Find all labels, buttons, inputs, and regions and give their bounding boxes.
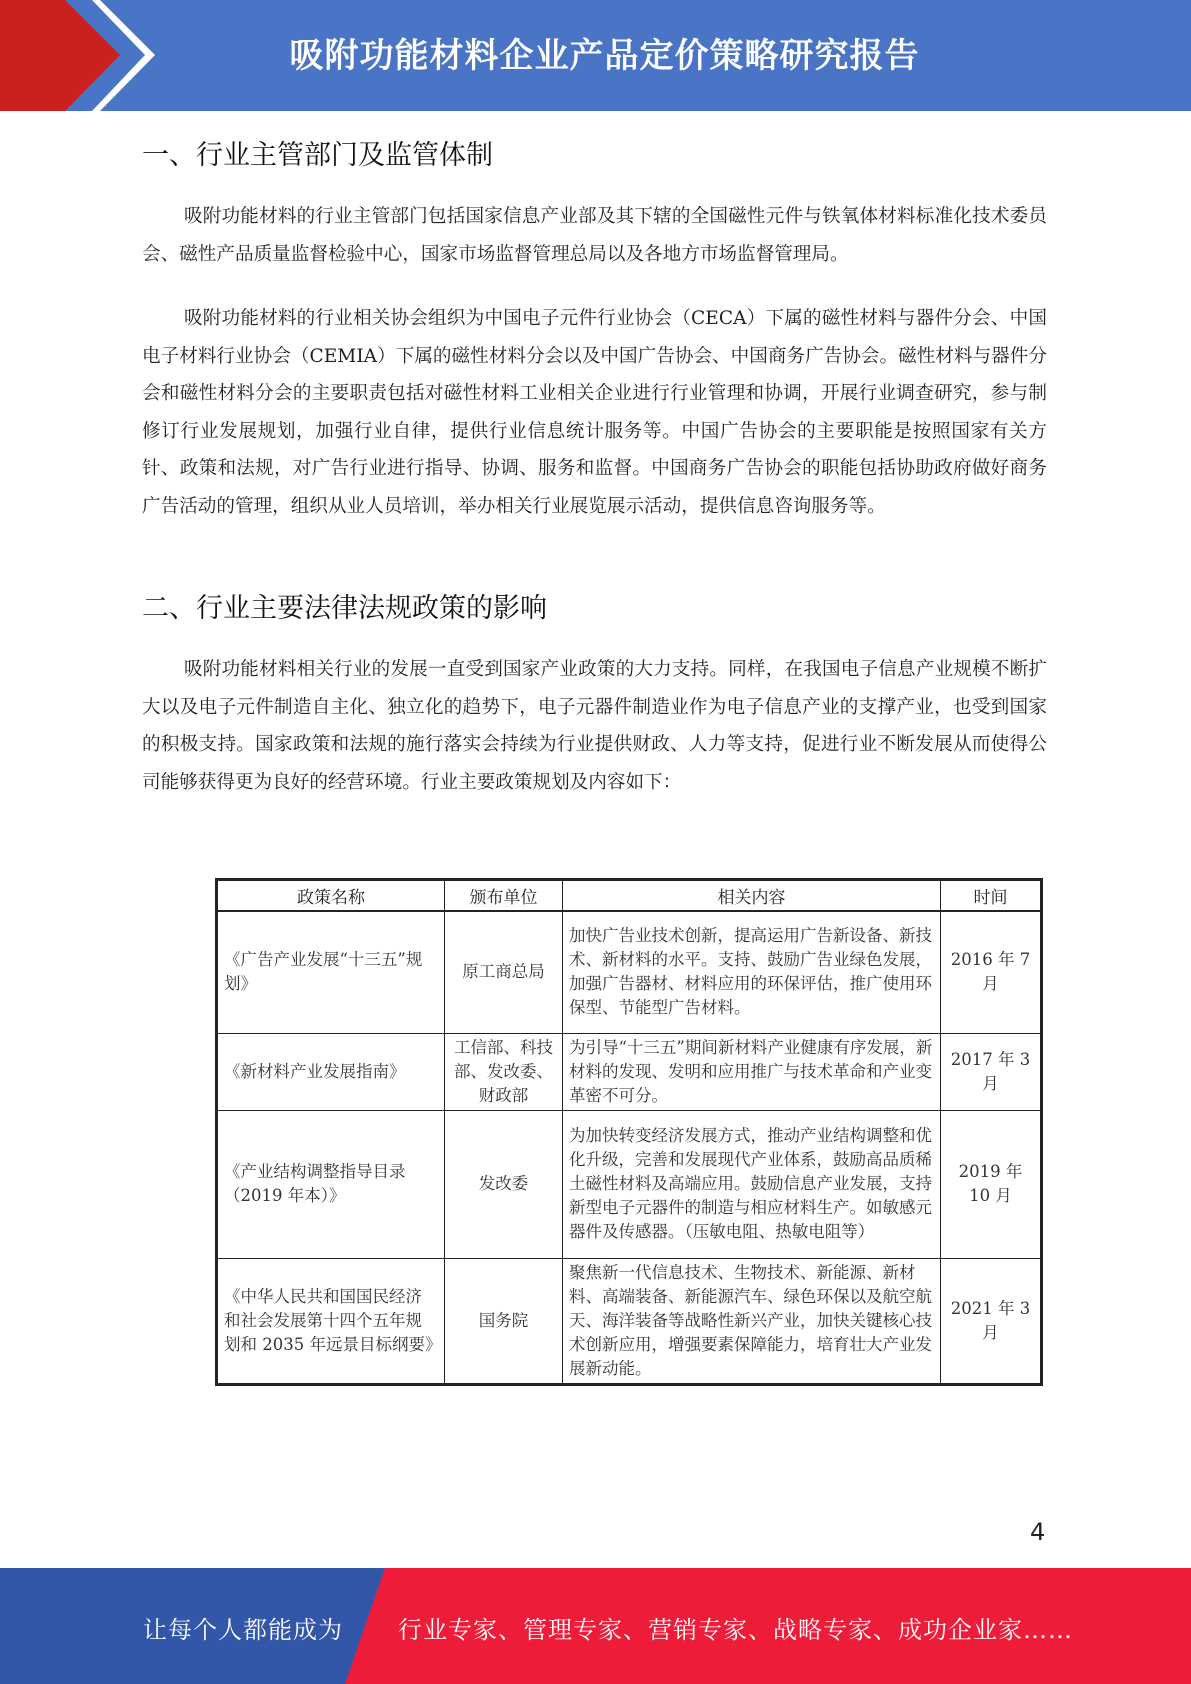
issuer-cell: 发改委	[445, 1110, 563, 1258]
policy-name-cell: 《新材料产业发展指南》	[217, 1033, 445, 1110]
content-cell: 聚焦新一代信息技术、生物技术、新能源、新材料、高端装备、新能源汽车、绿色环保以及航空航天、海洋装备等战略性新兴产业，加快关键核心技术创新应用，增强要素保障能力，培育壮大产业发展新动能。	[563, 1258, 941, 1384]
policy-table	[215, 878, 1043, 1386]
policy-name-cell: 《中华人民共和国国民经济和社会发展第十四个五年规划和 2035 年远景目标纲要》	[217, 1258, 445, 1384]
policy-name-cell: 《广告产业发展“十三五”规划》	[217, 911, 445, 1033]
footer-slogan-left: 让每个人都能成为	[143, 1616, 343, 1644]
content-cell: 为加快转变经济发展方式，推动产业结构调整和优化升级，完善和发展现代产业体系，鼓励高品质稀土磁性材料及高端应用。鼓励信息产业发展，支持新型电子元器件的制造与相应材料生产。如敏感元器件及传感器。（压敏电阻、热敏电阻等）	[563, 1110, 941, 1258]
page-number: 4	[1030, 1518, 1046, 1546]
issuer-cell: 国务院	[445, 1258, 563, 1384]
table-row	[217, 911, 1042, 1033]
table-row	[217, 1258, 1042, 1384]
table-row	[217, 1033, 1042, 1110]
time-cell: 2021 年 3 月	[941, 1258, 1042, 1384]
column-header-policy-name: 政策名称	[217, 880, 445, 912]
paragraph: 吸附功能材料的行业主管部门包括国家信息产业部及其下辖的全国磁性元件与铁氧体材料标准化技术委员会、磁性产品质量监督检验中心，国家市场监督管理总局以及各地方市场监督管理局。	[142, 206, 1047, 265]
column-header-time: 时间	[941, 880, 1042, 912]
table-header-row	[217, 880, 1042, 912]
issuer-cell: 原工商总局	[445, 911, 563, 1033]
time-cell: 2019 年 10 月	[941, 1110, 1042, 1258]
report-header	[0, 0, 1191, 111]
column-header-issuer: 颁布单位	[445, 880, 563, 912]
footer-slogan-right: 行业专家、管理专家、营销专家、战略专家、成功企业家……	[398, 1616, 1073, 1644]
section-heading-regulation: 一、行业主管部门及监管体制	[142, 140, 493, 171]
issuer-cell: 工信部、科技部、发改委、财政部	[445, 1033, 563, 1110]
time-cell: 2017 年 3 月	[941, 1033, 1042, 1110]
report-title: 吸附功能材料企业产品定价策略研究报告	[289, 36, 920, 76]
content-cell: 为引导“十三五”期间新材料产业健康有序发展，新材料的发现、发明和应用推广与技术革命和产业变革密不可分。	[563, 1033, 941, 1110]
paragraph: 吸附功能材料相关行业的发展一直受到国家产业政策的大力支持。同样，在我国电子信息产业规模不断扩大以及电子元件制造自主化、独立化的趋势下，电子元器件制造业作为电子信息产业的支撑产业，也受到国家的积极支持。国家政策和法规的施行落实会持续为行业提供财政、人力等支持，促进行业不断发展从而使得公司能够获得更为良好的经营环境。行业主要政策规划及内容如下：	[142, 659, 1047, 793]
section-heading-policy-impact: 二、行业主要法律法规政策的影响	[142, 593, 547, 624]
time-cell: 2016 年 7 月	[941, 911, 1042, 1033]
report-footer	[0, 1568, 1191, 1684]
content-cell: 加快广告业技术创新，提高运用广告新设备、新技术、新材料的水平。支持、鼓励广告业绿色发展，加强广告器材、材料应用的环保评估，推广使用环保型、节能型广告材料。	[563, 911, 941, 1033]
column-header-content: 相关内容	[563, 880, 941, 912]
paragraph: 吸附功能材料的行业相关协会组织为中国电子元件行业协会（CECA）下属的磁性材料与器件分会、中国电子材料行业协会（CEMIA）下属的磁性材料分会以及中国广告协会、中国商务广告协会。磁性材料与器件分会和磁性材料分会的主要职责包括对磁性材料工业相关企业进行行业管理和协调，开展行业调查研究，参与制修订行业发展规划，加强行业自律，提供行业信息统计服务等。中国广告协会的主要职能是按照国家有关方针、政策和法规，对广告行业进行指导、协调、服务和监督。中国商务广告协会的职能包括协助政府做好商务广告活动的管理，组织从业人员培训，举办相关行业展览展示活动，提供信息咨询服务等。	[142, 308, 1047, 517]
table-row	[217, 1110, 1042, 1258]
policy-name-cell: 《产业结构调整指导目录（2019 年本）》	[217, 1110, 445, 1258]
